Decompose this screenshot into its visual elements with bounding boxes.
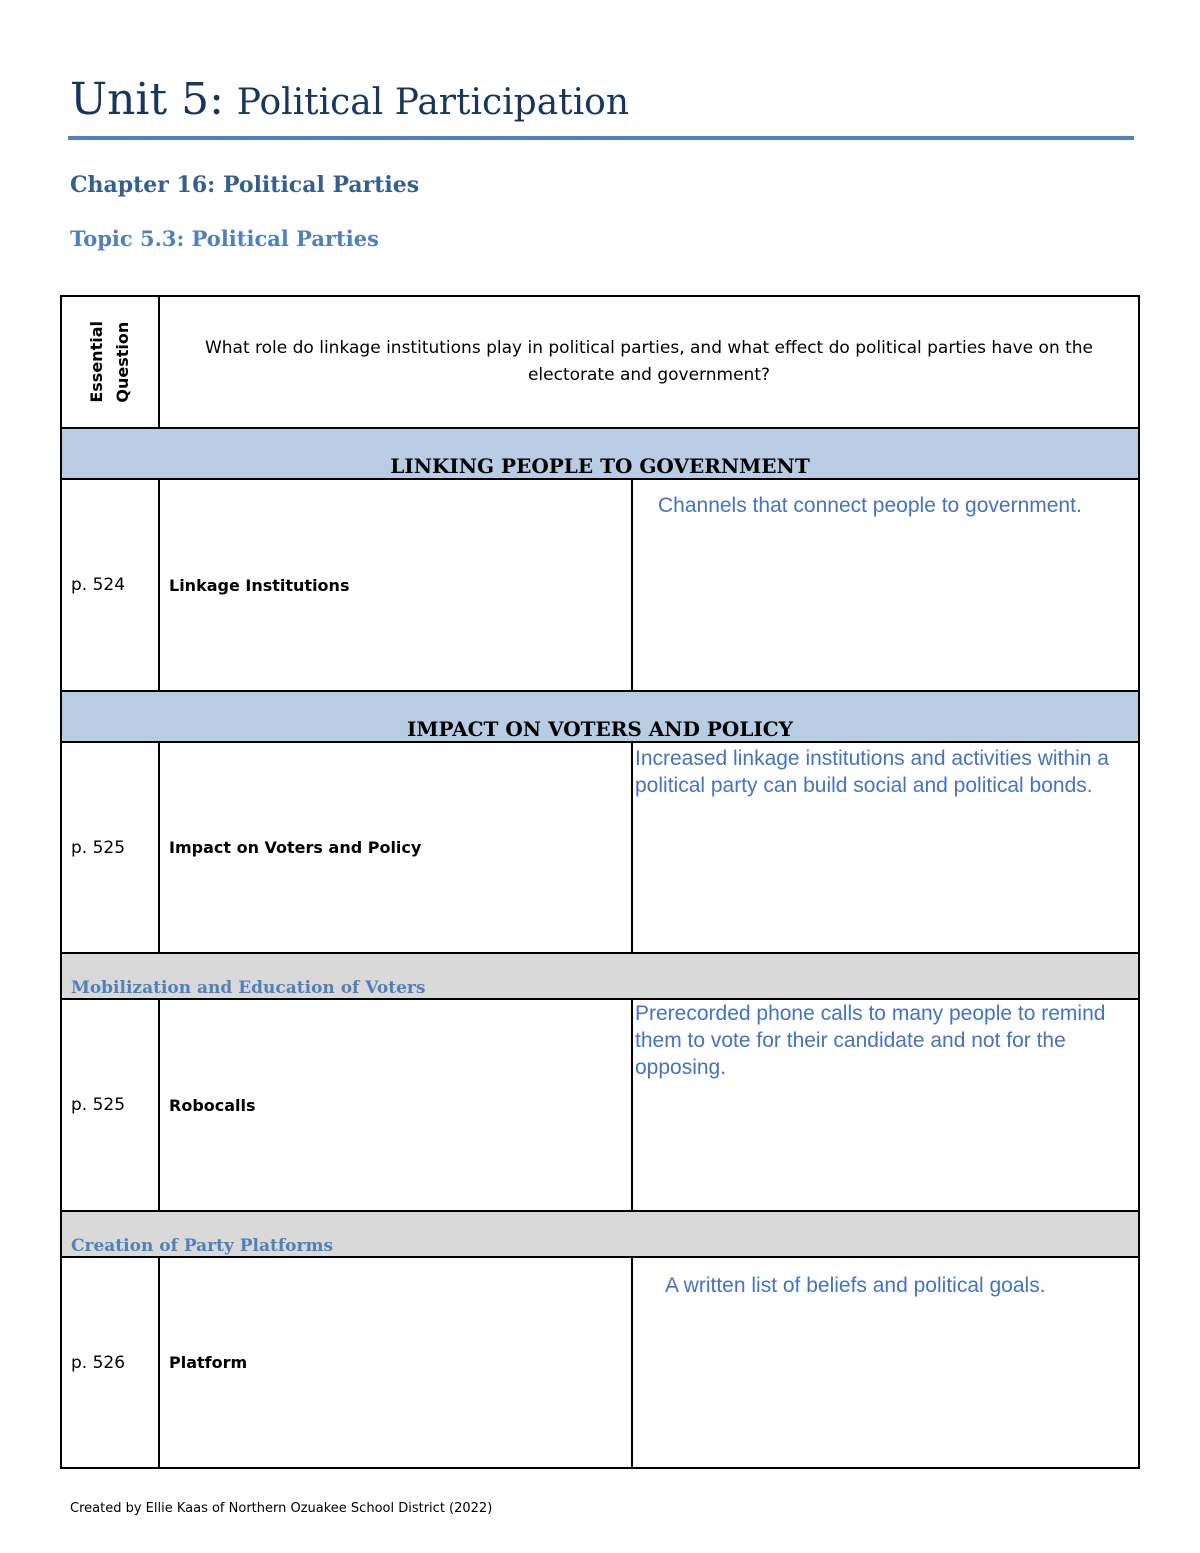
page-ref: p. 526 xyxy=(60,1256,160,1469)
term-cell: Linkage Institutions xyxy=(158,478,633,692)
answer-cell[interactable]: Channels that connect people to government. xyxy=(631,478,1140,692)
term-cell: Impact on Voters and Policy xyxy=(158,741,633,954)
section-heading: IMPACT ON VOTERS AND POLICY xyxy=(60,690,1140,743)
essential-question-label xyxy=(60,295,160,429)
eq-label-line: Essential xyxy=(87,321,106,403)
chapter-heading: Chapter 16: Political Parties xyxy=(70,172,420,198)
term-cell: Robocalls xyxy=(158,998,633,1212)
answer-cell[interactable]: Prerecorded phone calls to many people to remind them to vote for their candidate and not for the opposing. xyxy=(631,998,1140,1212)
subsection-heading: Mobilization and Education of Voters xyxy=(60,952,1140,1000)
eq-label-text xyxy=(84,321,136,403)
page-ref: p. 525 xyxy=(60,741,160,954)
eq-label-line: Question xyxy=(113,321,132,403)
term-cell: Platform xyxy=(158,1256,633,1469)
answer-cell[interactable]: Increased linkage institutions and activities within a political party can build social and political bonds. xyxy=(631,741,1140,954)
subsection-heading: Creation of Party Platforms xyxy=(60,1210,1140,1258)
title-divider xyxy=(68,136,1134,140)
section-heading: LINKING PEOPLE TO GOVERNMENT xyxy=(60,427,1140,480)
topic-heading: Topic 5.3: Political Parties xyxy=(70,226,379,251)
unit-title xyxy=(70,74,629,125)
answer-cell[interactable]: A written list of beliefs and political goals. xyxy=(631,1256,1140,1469)
footer-credit: Created by Ellie Kaas of Northern Ozuakee School District (2022) xyxy=(70,1501,493,1516)
essential-question-text: What role do linkage institutions play in political parties, and what effect do political parties have on the electorate and government? xyxy=(158,295,1140,429)
page-ref: p. 524 xyxy=(60,478,160,692)
unit-number: Unit 5: xyxy=(70,74,224,125)
unit-name: Political Participation xyxy=(236,82,630,123)
page-ref: p. 525 xyxy=(60,998,160,1212)
